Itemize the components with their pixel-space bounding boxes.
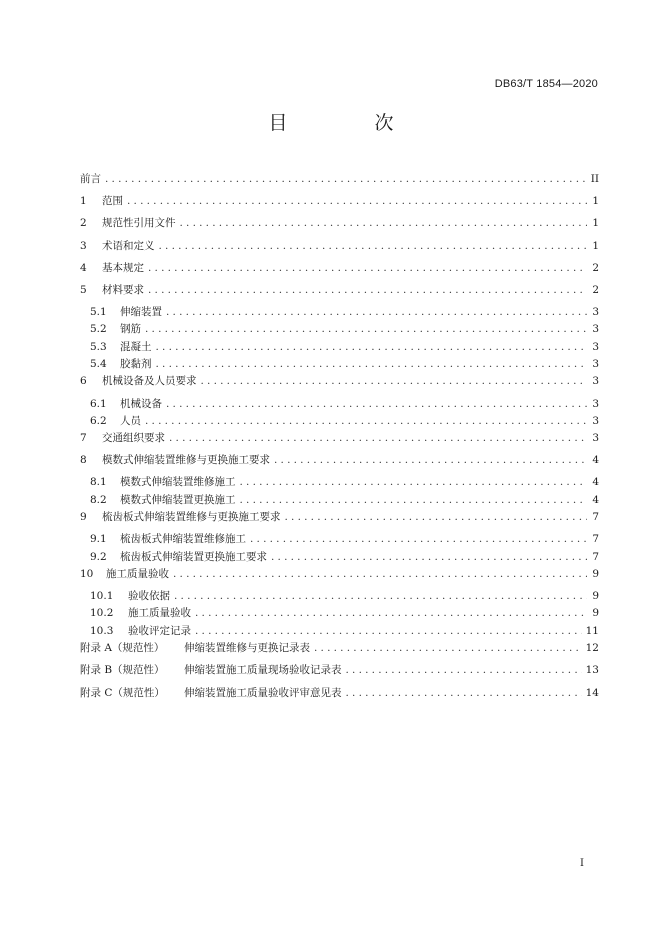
toc-page-number: 4 xyxy=(592,493,599,506)
toc-subentry[interactable] xyxy=(80,474,599,491)
toc-page-number: 1 xyxy=(592,239,599,252)
toc-section-number: 9.1 xyxy=(90,533,107,546)
toc-page-number: 3 xyxy=(592,397,599,410)
toc-leader-dots xyxy=(314,642,582,654)
toc-section-title: 术语和定义 xyxy=(102,239,155,252)
toc-section-title: 基本规定 xyxy=(102,261,144,274)
toc-leader-dots xyxy=(250,533,587,545)
document-code: DB63/T 1854—2020 xyxy=(494,78,598,90)
toc-section-title: 钢筋 xyxy=(120,323,141,336)
toc-section-title: 验收依据 xyxy=(128,590,170,603)
toc-section-title: 验收评定记录 xyxy=(128,624,191,637)
toc-subentry[interactable] xyxy=(80,605,599,622)
toc-entry[interactable] xyxy=(80,260,599,282)
toc-subentry[interactable] xyxy=(80,492,599,509)
toc-leader-dots xyxy=(145,323,587,335)
toc-section-number: 5.4 xyxy=(90,358,107,371)
toc-leader-dots xyxy=(173,568,587,580)
toc-page-number: 7 xyxy=(592,511,599,524)
toc-section-number: 6.1 xyxy=(90,397,107,410)
toc-section-number: 7 xyxy=(80,432,87,445)
toc-section-title: 模数式伸缩装置维修施工 xyxy=(120,476,236,489)
toc-section-title: 混凝土 xyxy=(120,340,152,353)
toc-entry[interactable] xyxy=(80,566,599,588)
toc-page-number: 1 xyxy=(592,217,599,230)
toc-page-number: 3 xyxy=(592,340,599,353)
toc-subentry[interactable] xyxy=(80,304,599,321)
toc-section-number: 3 xyxy=(80,239,87,252)
toc-subentry[interactable] xyxy=(80,356,599,373)
toc-subentry[interactable] xyxy=(80,413,599,430)
toc-section-title: 机械设备 xyxy=(120,397,162,410)
toc-section-title: 胶黏剂 xyxy=(120,358,152,371)
toc-appendix-entry[interactable] xyxy=(80,662,599,684)
toc-section-number: 2 xyxy=(80,217,87,230)
toc-leader-dots xyxy=(148,284,587,296)
toc-section-number: 附录 B（规范性） xyxy=(80,664,165,677)
toc-entry[interactable] xyxy=(80,171,599,193)
toc-section-title: 梳齿板式伸缩装置维修施工 xyxy=(120,533,246,546)
toc-section-number: 10.2 xyxy=(90,607,114,620)
toc-page-number: 9 xyxy=(592,567,599,580)
toc-leader-dots xyxy=(240,476,588,488)
toc-page-number: 13 xyxy=(585,664,599,677)
page-title: 目 次 xyxy=(268,112,428,134)
toc-page-number: 3 xyxy=(592,414,599,427)
toc-leader-dots xyxy=(174,590,587,602)
toc-section-number: 5 xyxy=(80,283,87,296)
toc-entry[interactable] xyxy=(80,509,599,531)
toc-leader-dots xyxy=(201,375,588,387)
toc-leader-dots xyxy=(271,551,587,563)
toc-entry[interactable] xyxy=(80,373,599,395)
toc-leader-dots xyxy=(240,494,588,506)
toc-section-title: 模数式伸缩装置更换施工 xyxy=(120,493,236,506)
toc-section-title: 模数式伸缩装置维修与更换施工要求 xyxy=(102,454,270,467)
toc-section-number: 5.1 xyxy=(90,306,107,319)
toc-entry[interactable] xyxy=(80,430,599,452)
toc-section-title: 伸缩装置 xyxy=(120,306,162,319)
toc-section-title: 交通组织要求 xyxy=(102,432,165,445)
toc-section-number: 6.2 xyxy=(90,414,107,427)
toc-section-number: 附录 C（规范性） xyxy=(80,686,165,699)
toc-page-number: 7 xyxy=(592,533,599,546)
toc-section-title: 伸缩装置维修与更换记录表 xyxy=(184,641,310,654)
toc-page-number: 2 xyxy=(592,283,599,296)
toc-appendix-entry[interactable] xyxy=(80,685,599,707)
toc-page-number: 3 xyxy=(592,306,599,319)
toc-subentry[interactable] xyxy=(80,588,599,605)
toc-section-title: 伸缩装置施工质量现场验收记录表 xyxy=(184,664,342,677)
toc-leader-dots xyxy=(166,398,587,410)
toc-subentry[interactable] xyxy=(80,321,599,338)
toc-leader-dots xyxy=(169,432,587,444)
toc-section-title: 人员 xyxy=(120,414,141,427)
toc-leader-dots xyxy=(148,262,587,274)
toc-entry[interactable] xyxy=(80,282,599,304)
toc-leader-dots xyxy=(159,240,588,252)
toc-section-title: 规范性引用文件 xyxy=(102,217,176,230)
toc-leader-dots xyxy=(156,341,588,353)
toc-leader-dots xyxy=(166,306,587,318)
toc-page-number: 3 xyxy=(592,375,599,388)
toc-entry[interactable] xyxy=(80,193,599,215)
toc-leader-dots xyxy=(346,687,582,699)
toc-subentry[interactable] xyxy=(80,339,599,356)
toc-page-number: 3 xyxy=(592,432,599,445)
table-of-contents xyxy=(80,171,599,707)
toc-subentry[interactable] xyxy=(80,623,599,640)
toc-section-number: 8.2 xyxy=(90,493,107,506)
toc-page-number: 11 xyxy=(585,624,599,637)
toc-section-number: 5.3 xyxy=(90,340,107,353)
toc-page-number: 4 xyxy=(592,476,599,489)
toc-section-title: 前言 xyxy=(80,173,101,185)
toc-leader-dots xyxy=(346,664,582,676)
toc-section-number: 附录 A（规范性） xyxy=(80,641,165,654)
toc-section-title: 施工质量验收 xyxy=(128,607,191,620)
toc-entry[interactable] xyxy=(80,238,599,260)
toc-leader-dots xyxy=(156,358,588,370)
toc-entry[interactable] xyxy=(80,215,599,237)
toc-section-title: 范围 xyxy=(102,195,123,208)
toc-page-number: II xyxy=(590,173,599,185)
toc-entry[interactable] xyxy=(80,452,599,474)
toc-section-title: 伸缩装置施工质量验收评审意见表 xyxy=(184,686,342,699)
toc-page-number: 14 xyxy=(585,686,599,699)
toc-leader-dots xyxy=(145,415,587,427)
toc-leader-dots xyxy=(180,217,588,229)
toc-leader-dots xyxy=(105,173,587,185)
toc-page-number: 4 xyxy=(592,454,599,467)
toc-section-number: 4 xyxy=(80,261,87,274)
toc-subentry[interactable] xyxy=(80,531,599,548)
toc-section-number: 1 xyxy=(80,195,87,208)
toc-section-number: 9.2 xyxy=(90,550,107,563)
toc-subentry[interactable] xyxy=(80,396,599,413)
toc-section-title: 梳齿板式伸缩装置更换施工要求 xyxy=(120,550,267,563)
page-number: I xyxy=(580,858,584,869)
toc-section-number: 6 xyxy=(80,375,87,388)
toc-page-number: 7 xyxy=(592,550,599,563)
toc-section-title: 梳齿板式伸缩装置维修与更换施工要求 xyxy=(102,511,281,524)
toc-section-number: 10.1 xyxy=(90,590,114,603)
toc-page-number: 1 xyxy=(592,195,599,208)
toc-leader-dots xyxy=(274,454,587,466)
toc-page-number: 3 xyxy=(592,358,599,371)
toc-section-number: 8.1 xyxy=(90,476,107,489)
toc-section-number: 5.2 xyxy=(90,323,107,336)
toc-subentry[interactable] xyxy=(80,549,599,566)
toc-page-number: 12 xyxy=(585,641,599,654)
toc-section-number: 9 xyxy=(80,511,87,524)
toc-page-number: 9 xyxy=(592,590,599,603)
toc-page-number: 3 xyxy=(592,323,599,336)
toc-section-title: 施工质量验收 xyxy=(106,567,169,580)
toc-leader-dots xyxy=(195,625,582,637)
toc-section-number: 8 xyxy=(80,454,87,467)
toc-page-number: 2 xyxy=(592,261,599,274)
toc-section-title: 机械设备及人员要求 xyxy=(102,375,197,388)
toc-appendix-entry[interactable] xyxy=(80,640,599,662)
toc-leader-dots xyxy=(285,511,588,523)
toc-section-title: 材料要求 xyxy=(102,283,144,296)
toc-section-number: 10 xyxy=(80,567,94,580)
toc-leader-dots xyxy=(127,195,587,207)
toc-page-number: 9 xyxy=(592,607,599,620)
toc-leader-dots xyxy=(195,607,587,619)
toc-section-number: 10.3 xyxy=(90,624,114,637)
